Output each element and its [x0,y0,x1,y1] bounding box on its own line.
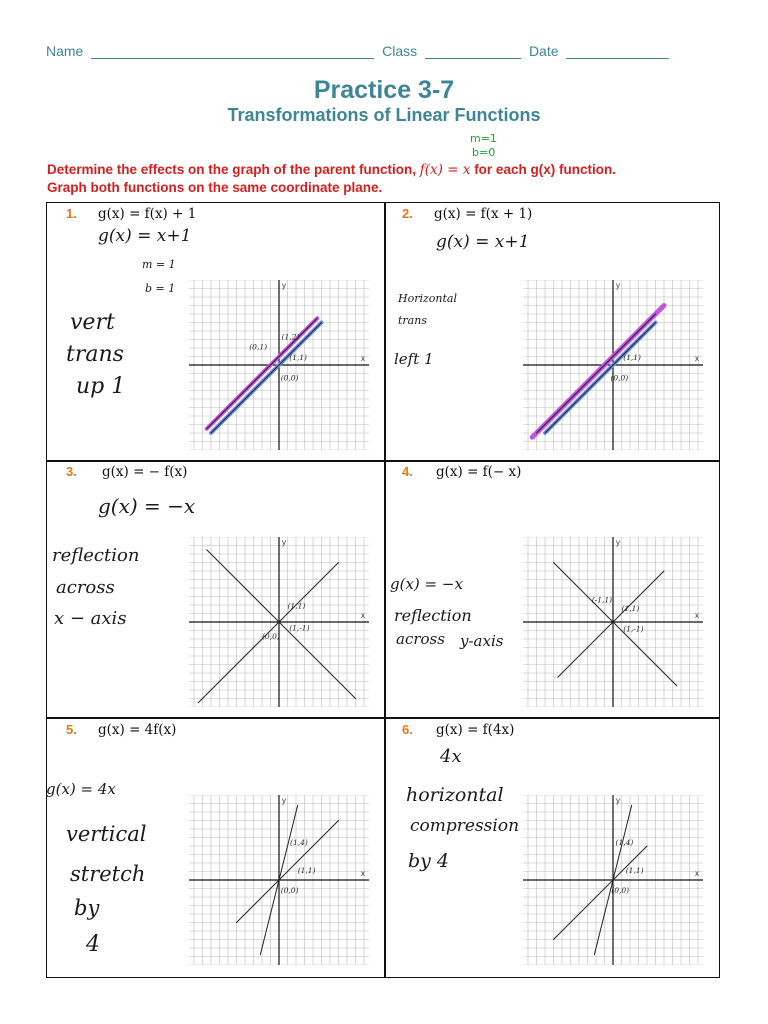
problem-5-note: g(x) = 4x [46,780,116,798]
instructions-line1-end: for each g(x) function. [470,162,616,177]
point-label: (1,4) [615,838,634,848]
problem-6-note: horizontal [406,784,504,806]
problem-1-note: up 1 [76,374,126,399]
point-label: (0,0) [611,885,630,895]
parent-line [558,571,664,677]
x-axis-label: x [361,611,365,620]
problem-4-note: reflection [394,606,472,625]
problem-6-note: by 4 [408,850,450,872]
class-label: Class [382,43,418,59]
point-label: (1,1) [621,603,640,613]
problem-3-note: g(x) = −x [98,494,196,518]
transformed-line [554,563,677,686]
page-subtitle: Transformations of Linear Functions [227,105,541,125]
coordinate-plane-1 [189,280,369,450]
point-label: (0,0) [280,373,299,383]
problem-2-note: trans [398,314,427,327]
problem-1-note: b = 1 [145,282,176,295]
coordinate-plane-5 [189,795,369,965]
coordinate-plane-6 [523,795,703,965]
date-label: Date [528,43,559,59]
point-label: (1,1) [297,866,316,876]
name-field[interactable] [91,44,374,59]
table-divider-vertical [384,202,386,978]
problem-2-number: 2. [402,206,413,221]
date-field[interactable] [566,44,669,59]
problem-5-note: by [74,896,100,920]
header-row [46,43,686,59]
point-label: (0,0) [280,885,299,895]
y-axis-label: y [616,538,620,547]
parent-line [211,323,322,434]
problem-5-note: 4 [86,932,100,957]
problem-2-note: Horizontal [398,292,457,305]
x-axis-label: x [361,869,365,878]
problem-1-equation: g(x) = f(x) + 1 [98,206,197,222]
instructions [47,161,737,197]
point-label: (1,1) [287,601,306,611]
problem-3-note: across [56,577,115,598]
table-divider-row1 [46,460,720,462]
problem-2-equation: g(x) = f(x + 1) [434,206,533,222]
y-axis-label: y [616,796,620,805]
problem-1-note: g(x) = x+1 [98,226,192,246]
point-label: (1,-1) [289,623,310,633]
y-axis-label: y [282,796,286,805]
problem-1-note: trans [66,342,124,367]
problem-4-number: 4. [402,464,413,479]
point-label: (-1,1) [591,595,613,605]
problem-4-note: g(x) = −x [390,575,463,593]
point-label: (1,4) [290,838,308,848]
problem-5-note: stretch [70,862,146,886]
problem-4-note: y-axis [460,632,504,650]
point-label: (0,0) [262,632,280,641]
parent-function: f(x) = x [419,162,471,178]
problem-3-number: 3. [66,464,77,479]
problem-3-equation: g(x) = − f(x) [102,464,188,480]
x-axis-label: x [695,611,699,620]
page-title: Practice 3-7 [313,76,455,104]
parent-line [545,323,656,434]
x-axis-label: x [695,354,699,363]
coordinate-plane-4 [523,537,703,707]
problem-5-note: vertical [66,822,147,846]
x-axis-label: x [695,869,699,878]
y-axis-label: y [282,281,286,290]
point-label: (1,1) [289,352,307,362]
problem-3-note: reflection [52,545,140,566]
problem-4-note: across [396,630,445,648]
problem-6-note: compression [410,816,520,836]
x-axis-label: x [361,354,365,363]
table-divider-row2 [46,717,720,719]
y-axis-label: y [282,538,286,547]
point-label: (0,1) [249,342,268,352]
problem-1-note: vert [70,310,115,335]
point-label: (1,-1) [623,624,644,634]
problem-1-number: 1. [66,206,77,221]
point-label: (1,2) [281,332,300,342]
problem-6-equation: g(x) = f(4x) [436,722,515,738]
instructions-line1: Determine the effects on the graph of the parent function, [47,162,420,177]
problem-6-number: 6. [402,722,413,737]
point-label: (0,0) [610,373,629,383]
parent-line [554,846,648,940]
margin-note-m: m=1 [470,132,497,145]
problem-4-equation: g(x) = f(− x) [436,464,522,480]
problem-3-note: x − axis [54,608,127,629]
transformed-line [207,550,356,699]
name-label: Name [46,43,84,59]
class-field[interactable] [425,44,521,59]
margin-note-b: b=0 [472,146,496,159]
point-label: (1,1) [623,352,641,362]
instructions-line2: Graph both functions on the same coordinate plane. [47,180,383,195]
point-label: (1,1) [625,866,644,876]
problem-2-note: g(x) = x+1 [436,232,530,252]
coordinate-plane-3 [189,537,369,707]
problem-1-note: m = 1 [142,258,176,271]
problem-6-note: 4x [440,746,462,767]
coordinate-plane-2 [523,280,703,450]
problem-5-number: 5. [66,722,77,737]
problem-5-equation: g(x) = 4f(x) [98,722,177,738]
problem-2-note: left 1 [394,350,434,368]
y-axis-label: y [616,281,620,290]
